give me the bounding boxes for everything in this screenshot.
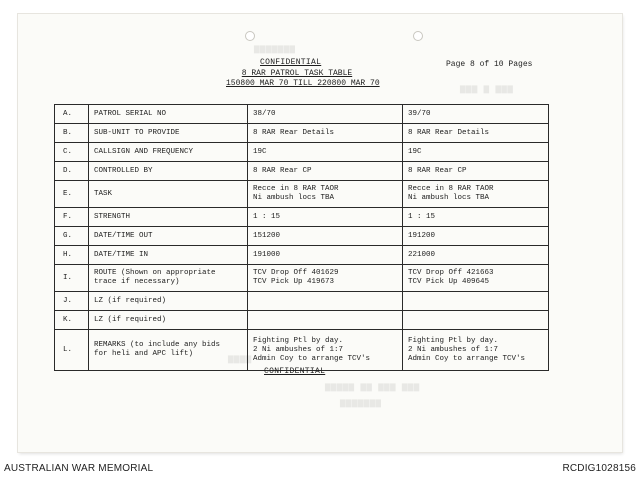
patrol-2-value — [403, 311, 549, 330]
row-item: DATE/TIME OUT — [89, 227, 248, 246]
row-item: LZ (if required) — [89, 292, 248, 311]
patrol-2-value: 191200 — [403, 227, 549, 246]
table-row — [55, 292, 549, 311]
patrol-2-value: Fighting Ptl by day. 2 Ni ambushes of 1:7 Admin Coy to arrange TCV's — [403, 330, 549, 371]
patrol-2-value: Recce in 8 RAR TAOR Ni ambush locs TBA — [403, 181, 549, 208]
patrol-2-value: 19C — [403, 143, 549, 162]
row-item: CONTROLLED BY — [89, 162, 248, 181]
table-row — [55, 105, 549, 124]
row-letter: K. — [55, 311, 89, 330]
patrol-1-value: TCV Drop Off 401629 TCV Pick Up 419673 — [248, 265, 403, 292]
patrol-2-value: 1 : 15 — [403, 208, 549, 227]
row-item: REMARKS (to include any bids for heli and APC lift) — [89, 330, 248, 371]
bleed-through-text: ▆▆▆ ▆ ▆▆▆ — [460, 84, 514, 94]
row-item: ROUTE (Shown on appropriate trace if necessary) — [89, 265, 248, 292]
patrol-1-value: 1 : 15 — [248, 208, 403, 227]
row-letter: G. — [55, 227, 89, 246]
patrol-1-value: 8 RAR Rear CP — [248, 162, 403, 181]
patrol-2-value: 221000 — [403, 246, 549, 265]
row-item: CALLSIGN AND FREQUENCY — [89, 143, 248, 162]
row-letter: H. — [55, 246, 89, 265]
patrol-2-value — [403, 292, 549, 311]
patrol-1-value: Recce in 8 RAR TAOR Ni ambush locs TBA — [248, 181, 403, 208]
row-item: SUB-UNIT TO PROVIDE — [89, 124, 248, 143]
archive-credit: AUSTRALIAN WAR MEMORIAL — [4, 463, 154, 474]
patrol-2-value: 39/70 — [403, 105, 549, 124]
classification-footer: CONFIDENTIAL — [264, 367, 326, 376]
patrol-task-table — [54, 104, 549, 371]
patrol-2-value: TCV Drop Off 421663 TCV Pick Up 409645 — [403, 265, 549, 292]
bleed-through-text: ▆▆▆▆▆▆▆ — [340, 398, 382, 408]
row-letter: L. — [55, 330, 89, 371]
table-row — [55, 265, 549, 292]
patrol-1-value — [248, 311, 403, 330]
table-row — [55, 311, 549, 330]
patrol-2-value: 8 RAR Rear Details — [403, 124, 549, 143]
patrol-1-value: 38/70 — [248, 105, 403, 124]
punch-hole — [413, 31, 423, 41]
bleed-through-text: ▆▆▆▆▆ ▆▆ ▆▆▆ ▆▆▆ — [325, 382, 420, 392]
patrol-1-value — [248, 292, 403, 311]
row-letter: C. — [55, 143, 89, 162]
row-letter: A. — [55, 105, 89, 124]
table-row — [55, 162, 549, 181]
patrol-1-value: 19C — [248, 143, 403, 162]
row-letter: I. — [55, 265, 89, 292]
page-number: Page 8 of 10 Pages — [446, 60, 533, 69]
table-row — [55, 208, 549, 227]
table-row — [55, 181, 549, 208]
patrol-2-value: 8 RAR Rear CP — [403, 162, 549, 181]
patrol-1-value: Fighting Ptl by day. 2 Ni ambushes of 1:7 Admin Coy to arrange TCV's — [248, 330, 403, 371]
table-row — [55, 124, 549, 143]
row-letter: J. — [55, 292, 89, 311]
classification-header: CONFIDENTIAL — [260, 58, 322, 67]
table-row — [55, 246, 549, 265]
table-row — [55, 330, 549, 371]
row-letter: E. — [55, 181, 89, 208]
row-letter: B. — [55, 124, 89, 143]
row-item: LZ (if required) — [89, 311, 248, 330]
row-item: TASK — [89, 181, 248, 208]
row-item: STRENGTH — [89, 208, 248, 227]
table-row — [55, 143, 549, 162]
patrol-1-value: 191000 — [248, 246, 403, 265]
document-title — [226, 69, 380, 89]
bleed-through-text: ▆▆▆▆ — [228, 354, 252, 364]
row-item: PATROL SERIAL NO — [89, 105, 248, 124]
patrol-1-value: 151200 — [248, 227, 403, 246]
row-item: DATE/TIME IN — [89, 246, 248, 265]
title-line-1: 8 RAR PATROL TASK TABLE — [241, 69, 353, 78]
bleed-through-text: ▆▆▆▆▆▆▆ — [254, 44, 296, 54]
row-letter: D. — [55, 162, 89, 181]
row-letter: F. — [55, 208, 89, 227]
archive-id: RCDIG1028156 — [562, 463, 636, 474]
patrol-1-value: 8 RAR Rear Details — [248, 124, 403, 143]
table-row — [55, 227, 549, 246]
title-line-2: 150800 MAR 70 TILL 220800 MAR 70 — [226, 79, 380, 88]
punch-hole — [245, 31, 255, 41]
